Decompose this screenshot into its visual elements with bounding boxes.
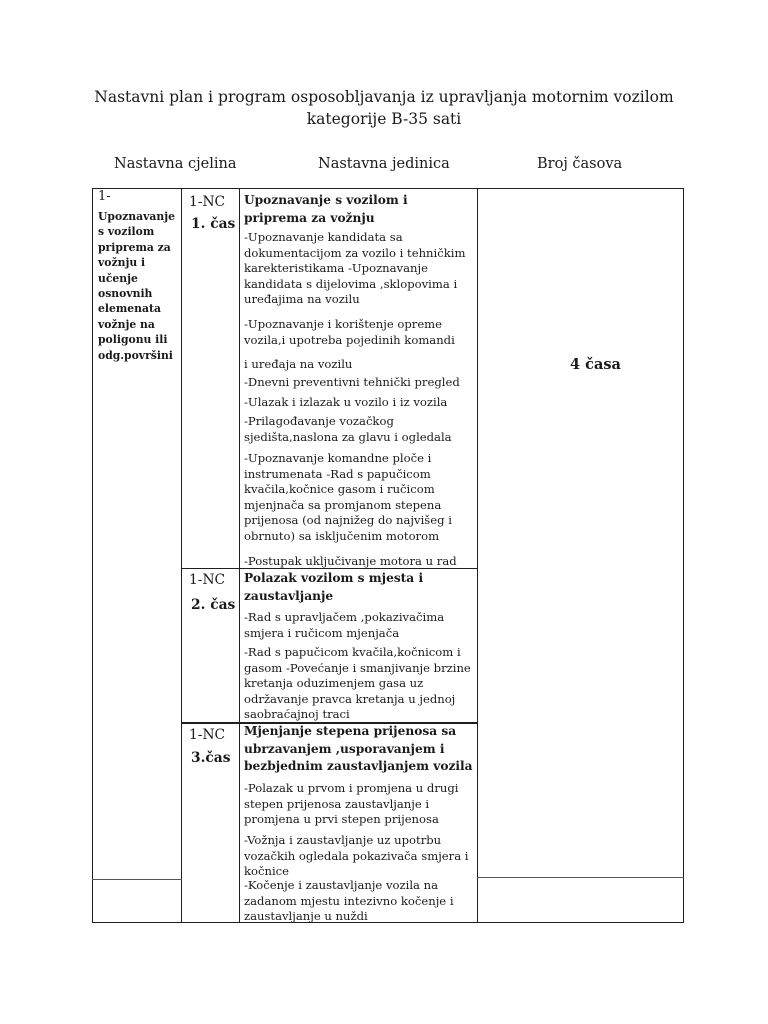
- lesson-3-topic-2: -Vožnja i zaustavljanje uz upotrbu vozačkih ogledala pokazivača smjera i kočnice: [244, 833, 469, 879]
- lesson-2-title: Polazak vozilom s mjesta i zaustavljanje: [244, 571, 424, 603]
- lesson-1-topic-8: -Postupak uključivanje motora u rad: [244, 554, 457, 568]
- hours-count: 4 časa: [570, 356, 621, 373]
- lesson-1-topic-4: -Dnevni preventivni tehnički pregled: [244, 375, 460, 389]
- table-border-left: [92, 188, 93, 923]
- table-divider-3: [477, 188, 478, 923]
- table-divider-2: [239, 188, 240, 923]
- column-header-cjelina: Nastavna cjelina: [114, 156, 237, 172]
- lesson-1-title: Upoznavanje s vozilom i priprema za vožnju: [244, 193, 408, 225]
- table-border-right: [683, 188, 684, 923]
- table-divider-1: [181, 188, 182, 923]
- lesson-1-topic-5: -Ulazak i izlazak u vozilo i iz vozila: [244, 395, 448, 409]
- lesson-2-code: 1-NC: [189, 572, 226, 588]
- document-title-line2: kategorije B-35 sati: [306, 110, 462, 128]
- row-separator-right-bottom: [477, 877, 684, 878]
- lesson-3-topic-1: -Polazak u prvom i promjena u drugi stepen prijenosa zaustavljanje i promjena u prvi stepen prijenosa: [244, 781, 459, 827]
- section-title: Upoznavanje s vozilom priprema za vožnju i učenje osnovnih elemenata vožnje na poligonu ili odg.površini: [98, 210, 176, 362]
- lesson-3-topic-3: -Kočenje i zaustavljanje vozila na zadanom mjestu intezivno kočenje i zaustavljanje u nuždi: [244, 878, 454, 924]
- lesson-1-code: 1-NC: [189, 194, 226, 210]
- row-separator-1: [181, 568, 478, 569]
- section-number: 1-: [98, 189, 111, 204]
- lesson-1-topic-1: -Upoznavanje kandidata sa dokumentacijom za vozilo i tehničkim karekteristikama -Upoznavanje kandidata s dijelovima ,sklopovima i uređajima na vozilu: [244, 230, 466, 307]
- column-header-jedinica: Nastavna jedinica: [318, 156, 450, 172]
- lesson-1-topic-2: -Upoznavanje i korištenje opreme vozila,i upotreba pojedinih komandi: [244, 317, 455, 347]
- lesson-1-topic-3: i uređaja na vozilu: [244, 357, 353, 371]
- row-separator-left-bottom: [92, 879, 182, 880]
- lesson-1-topic-6: -Prilagođavanje vozačkog sjedišta,naslona za glavu i ogledala: [244, 414, 452, 444]
- lesson-3-title: Mjenjanje stepena prijenosa sa ubrzavanjem ,usporavanjem i bezbjednim zaustavljanjem vozila: [244, 724, 473, 773]
- lesson-2-topic-2: -Rad s papučicom kvačila,kočnicom i gasom -Povećanje i smanjivanje brzine kretanja oduzimenjem gasa uz održavanje pravca kretanja u jednoj saobraćajnoj traci: [244, 645, 471, 722]
- lesson-3-number: 3.čas: [191, 750, 231, 766]
- column-header-casova: Broj časova: [537, 156, 623, 172]
- lesson-2-topic-1: -Rad s upravljačem ,pokazivačima smjera i ručicom mjenjača: [244, 610, 445, 640]
- lesson-2-number: 2. čas: [191, 597, 236, 613]
- lesson-1-topic-7: -Upoznavanje komandne ploče i instrumenata -Rad s papučicom kvačila,kočnice gasom i ručicom mjenjnača sa promjanom stepena prijenosa (od najnižeg do najvišeg i obrnuto) sa isključenim motorom: [244, 451, 452, 543]
- document-title-line1: Nastavni plan i program osposobljavanja iz upravljanja motornim vozilom: [94, 88, 674, 106]
- lesson-3-code: 1-NC: [189, 727, 226, 743]
- lesson-1-number: 1. čas: [191, 216, 236, 232]
